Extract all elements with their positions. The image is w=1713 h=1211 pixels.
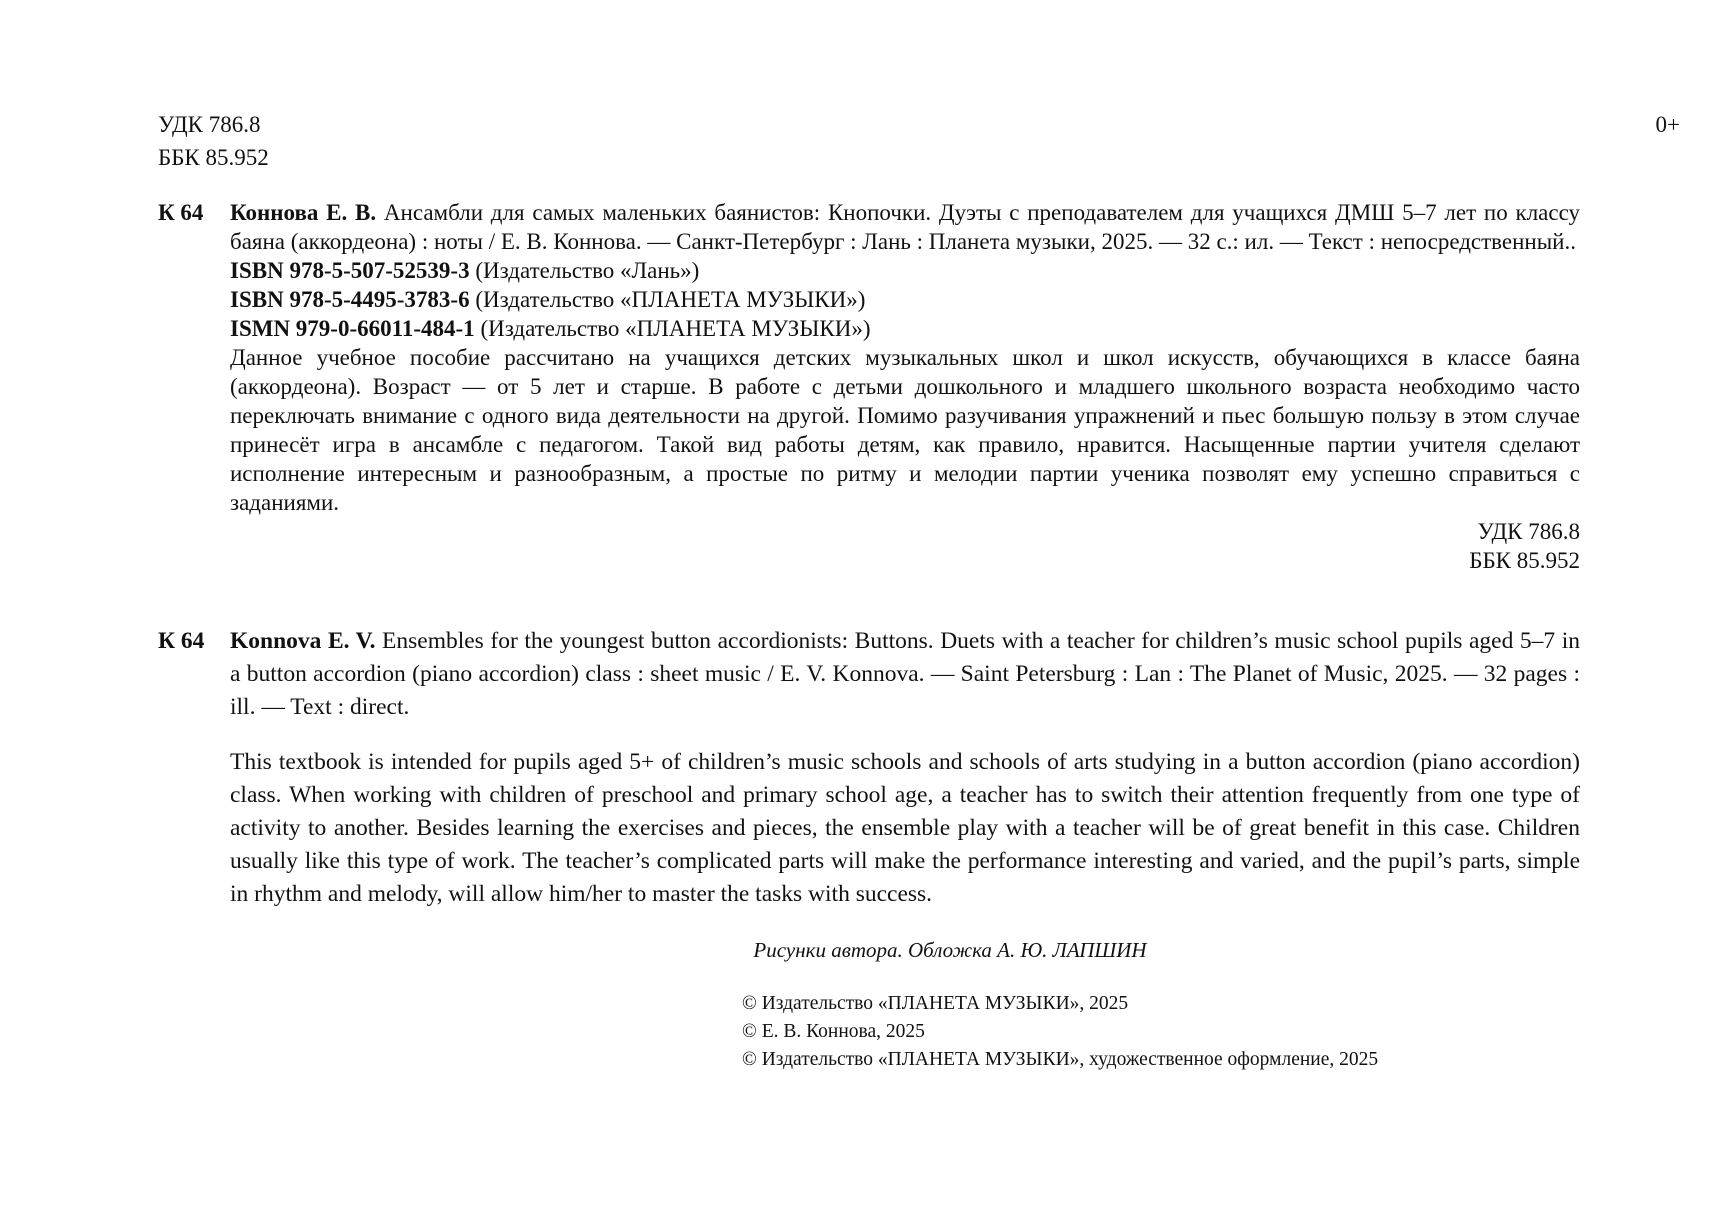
ismn-line — [230, 314, 1580, 343]
ru-entry-body — [230, 198, 1580, 575]
ismn-publisher: (Издательство «ПЛАНЕТА МУЗЫКИ») — [480, 316, 871, 341]
isbn-line — [230, 285, 1580, 314]
isbn-publisher: (Издательство «ПЛАНЕТА МУЗЫКИ») — [475, 287, 866, 312]
isbn-number: ISBN 978-5-4495-3783-6 — [230, 287, 470, 312]
en-annotation: This textbook is intended for pupils aged 5+ of children’s music schools and schools of arts studying in a button accordion (piano accordion) class. When working with children of preschool and primary school age, a teacher has to switch their attention frequently from one type of activity to another. Besides learning the exercises and pieces, the ensemble play with a teacher will be of great benefit in this case. Children usually like this type of work. The teacher’s complicated parts will make the performance interesting and varied, and the pupil’s parts, simple in rhythm and melody, will allow him/her to master the tasks with success. — [230, 749, 1580, 907]
copyright-line: © Издательство «ПЛАНЕТА МУЗЫКИ», художественное оформление, 2025 — [742, 1049, 1379, 1070]
bbk-code: ББК 85.952 — [158, 145, 269, 170]
isbn-line — [230, 256, 1580, 285]
ru-author: Коннова Е. В. — [230, 200, 377, 225]
copyright-block — [742, 990, 1378, 1074]
ismn-number: ISMN 979-0-66011-484-1 — [230, 316, 475, 341]
ru-description: Ансамбли для самых маленьких баянистов: Кнопочки. Дуэты с преподавателем для учащихся ДМШ 5–7 лет по классу баяна (аккордеона) : ноты / Е. В. Коннова. — Санкт-Петербург : Лань : Планета музыки, 2025. — 32 с.: ил. — Текст : непосредственный.. — [230, 200, 1580, 254]
en-catalog-entry — [158, 625, 1580, 911]
en-author: Konnova E. V. — [230, 628, 376, 654]
ru-bbk-code: ББК 85.952 — [1469, 548, 1580, 573]
udk-code: УДК 786.8 — [158, 112, 261, 137]
ru-annotation: Данное учебное пособие рассчитано на учащихся детских музыкальных школ и школ искусств, обучающихся в классе баяна (аккордеона). Возраст — от 5 лет и старше. В работе с детьми дошкольного и младшего школьного возраста необходимо часто переключать внимание с одного вида деятельности на другой. Помимо разучивания упражнений и пьес большую пользу в этом случае принесёт игра в ансамбле с педагогом. Такой вид работы детям, как правило, нравится. Насыщенные партии учителя сделают исполнение интересным и разнообразным, а простые по ритму и мелодии партии ученика позволят ему успешно справиться с заданиями. — [230, 345, 1580, 515]
illustration-credit: Рисунки автора. Обложка А. Ю. ЛАПШИН — [753, 938, 1147, 962]
author-sign: К 64 — [158, 200, 204, 225]
classification-block — [158, 108, 269, 174]
copyright-line: © Е. В. Коннова, 2025 — [742, 1021, 925, 1042]
ru-udk-code: УДК 786.8 — [1477, 519, 1580, 544]
age-rating: 0+ — [1655, 112, 1680, 137]
en-bibliographic-description — [230, 625, 1580, 724]
en-entry-body — [230, 625, 1580, 911]
author-sign: К 64 — [158, 628, 205, 654]
en-description: Ensembles for the youngest button accordionists: Buttons. Duets with a teacher for children’s music school pupils aged 5–7 in a button accordion (piano accordion) class : sheet music / E. V. Konnova. — Saint Petersburg : Lan : The Planet of Music, 2025. — 32 pages : ill. — Text : direct. — [230, 628, 1580, 720]
isbn-number: ISBN 978-5-507-52539-3 — [230, 258, 470, 283]
ru-bibliographic-description — [230, 198, 1580, 256]
copyright-line: © Издательство «ПЛАНЕТА МУЗЫКИ», 2025 — [742, 993, 1129, 1014]
ru-catalog-entry — [158, 198, 1580, 575]
isbn-publisher: (Издательство «Лань») — [475, 258, 700, 283]
